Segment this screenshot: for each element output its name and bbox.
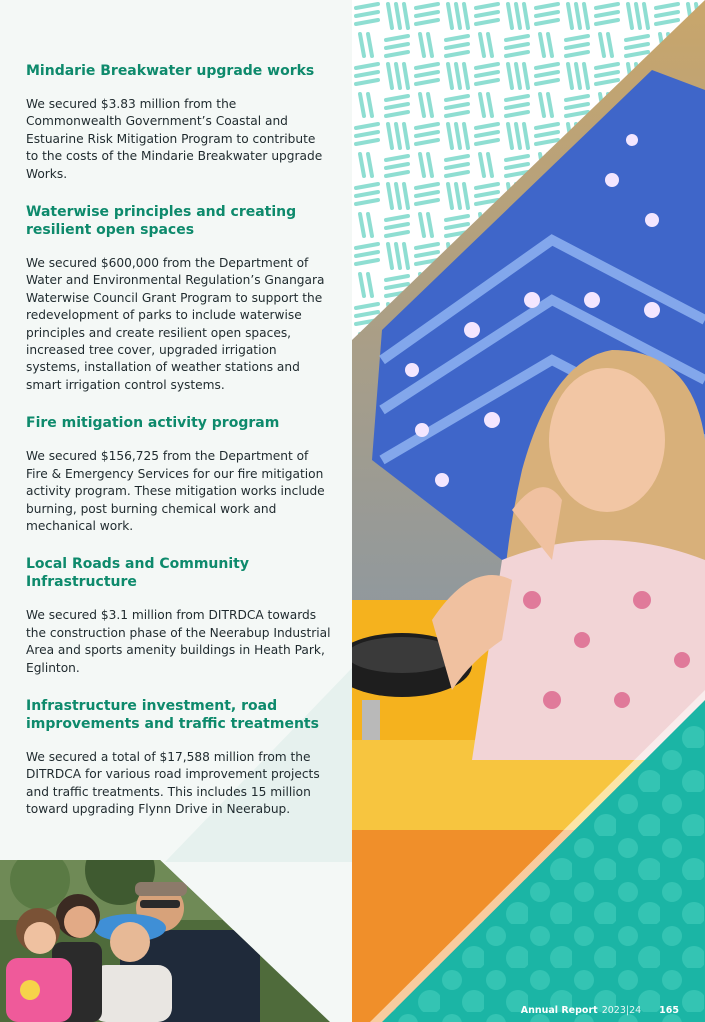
page-number: 165	[659, 1005, 679, 1016]
section-heading: Infrastructure investment, road improvements and traffic treatments	[26, 697, 319, 732]
section-fire-mitigation	[26, 414, 331, 535]
section-body: We secured a total of $17,588 million from the DITRDCA for various road improvement projects and traffic treatments. This includes 15 million toward upgrading Flynn Drive in Neerabup.	[26, 749, 320, 817]
section-body: We secured $3.1 million from DITRDCA towards the construction phase of the Neerabup Industrial Area and sports amenity buildings in Heath Park, Eglinton.	[26, 608, 331, 675]
section-body: We secured $156,725 from the Department of Fire & Emergency Services for our fire mitigation activity program. These mitigation works include burning, post burning chemical work and mechanical work.	[26, 449, 325, 533]
footer-label: Annual Report	[520, 1005, 598, 1016]
section-heading: Waterwise principles and creating resilient open spaces	[26, 204, 297, 239]
page-footer	[521, 1005, 679, 1016]
feature-photo-panel	[352, 0, 705, 1022]
family-photo	[0, 860, 330, 1022]
text-column	[26, 62, 331, 839]
section-heading: Local Roads and Community Infrastructure	[26, 556, 249, 591]
section-mindarie-breakwater	[26, 62, 331, 183]
section-heading: Mindarie Breakwater upgrade works	[26, 63, 315, 79]
decorative-artwork	[352, 0, 705, 1022]
section-infrastructure	[26, 697, 331, 819]
section-local-roads	[26, 555, 331, 677]
footer-year: 2023|24	[601, 1005, 642, 1016]
section-heading: Fire mitigation activity program	[26, 415, 280, 432]
section-body: We secured $600,000 from the Department of Water and Environmental Regulation’s Gnangara Waterwise Council Grant Program to support the redevelopment of parks to include waterwise principles and create resilient open spaces, increased tree cover, upgraded irrigation systems, installation of weather stations and smart irrigation control systems.	[26, 256, 325, 392]
section-waterwise	[26, 203, 331, 394]
section-body: We secured $3.83 million from the Commonwealth Government’s Coastal and Estuarine Risk Mitigation Program to contribute to the costs of the Mindarie Breakwater upgrade Works.	[26, 97, 323, 181]
